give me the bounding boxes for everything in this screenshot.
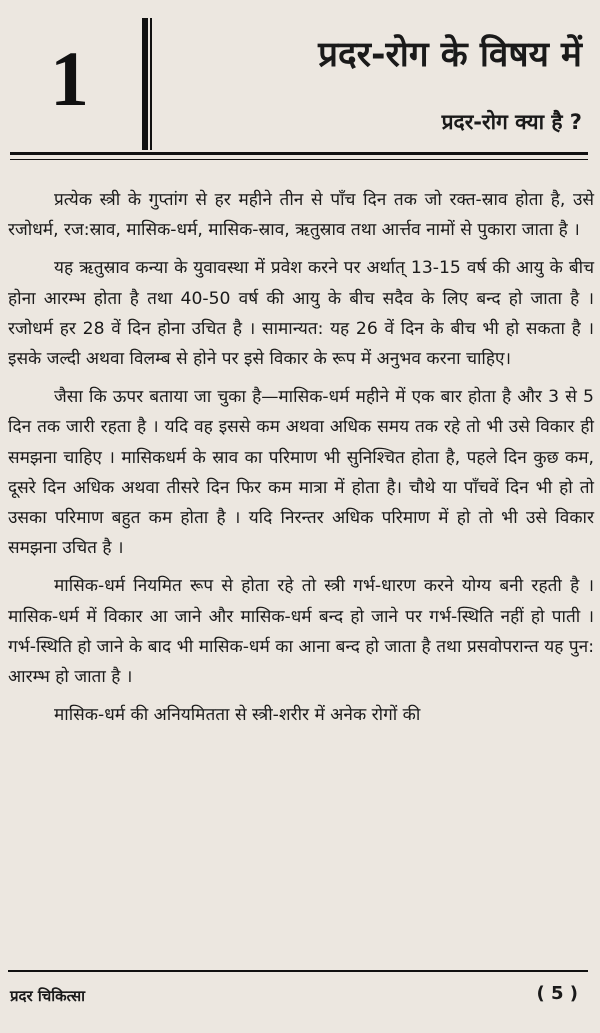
body-text: [8, 185, 594, 738]
paragraph-1: प्रत्येक स्त्री के गुप्तांग से हर महीने तीन से पाँच दिन तक जो रक्त-स्राव होता है, उसे रजोधर्म, रज:स्राव, मासिक-धर्म, मासिक-स्राव, ऋतुस्राव तथा आर्त्तव नामों से पुकारा जाता है ।: [8, 190, 594, 241]
paragraph-2: यह ऋतुस्राव कन्या के युवावस्था में प्रवेश करने पर अर्थात् 13-15 वर्ष की आयु के बीच होना आरम्भ होता है तथा 40-50 वर्ष की आयु के बीच सदैव के लिए बन्द हो जाता है । रजोधर्म हर 28 वें दिन होना उचित है । सामान्यत: यह 26 वें दिन के बीच भी हो सकता है । इसके जल्दी अथवा विलम्ब से होने पर इसे विकार के रूप में अनुभव करना चाहिए।: [8, 258, 594, 370]
header-divider-thin: [150, 18, 152, 150]
footer-rule: [8, 970, 588, 972]
footer-book-title: प्रदर चिकित्सा: [10, 987, 85, 1005]
paragraph-4: मासिक-धर्म नियमित रूप से होता रहे तो स्त्री गर्भ-धारण करने योग्य बनी रहती है । मासिक-धर्म में विकार आ जाने और मासिक-धर्म बन्द हो जाने पर गर्भ-स्थिति नहीं हो पाती । गर्भ-स्थिति हो जाने के बाद भी मासिक-धर्म का आना बन्द हो जाता है तथा प्रसवोपरान्त यह पुन: आरम्भ हो जाता है ।: [8, 576, 594, 688]
chapter-subtitle: प्रदर-रोग क्या है ?: [441, 110, 582, 134]
paragraph-3: जैसा कि ऊपर बताया जा चुका है—मासिक-धर्म महीने में एक बार होता है और 3 से 5 दिन तक जारी रहता है । यदि वह इससे कम अथवा अधिक समय तक रहे तो भी उसे विकार ही समझना चाहिए । मासिकधर्म के स्राव का परिमाण भी सुनिश्चित होता है, पहले दिन कुछ कम, दूसरे दिन अधिक अथवा तीसरे दिन फिर कम मात्रा में होता है। चौथे या पाँचवें दिन भी हो तो उसका परिमाण बहुत कम होता है । यदि निरन्तर अधिक परिमाण में हो तो भी उसे विकार समझना उचित है ।: [8, 387, 594, 559]
chapter-number: 1: [50, 35, 89, 122]
header-rule-thick: [10, 152, 588, 155]
chapter-header: [0, 0, 600, 160]
chapter-title: प्रदर-रोग के विषय में: [318, 35, 582, 75]
page-number: ( 5 ): [536, 983, 578, 1004]
paragraph-5: मासिक-धर्म की अनियमितता से स्त्री-शरीर में अनेक रोगों की: [54, 705, 421, 726]
header-rule-thin: [10, 159, 588, 160]
header-divider-thick: [142, 18, 148, 150]
